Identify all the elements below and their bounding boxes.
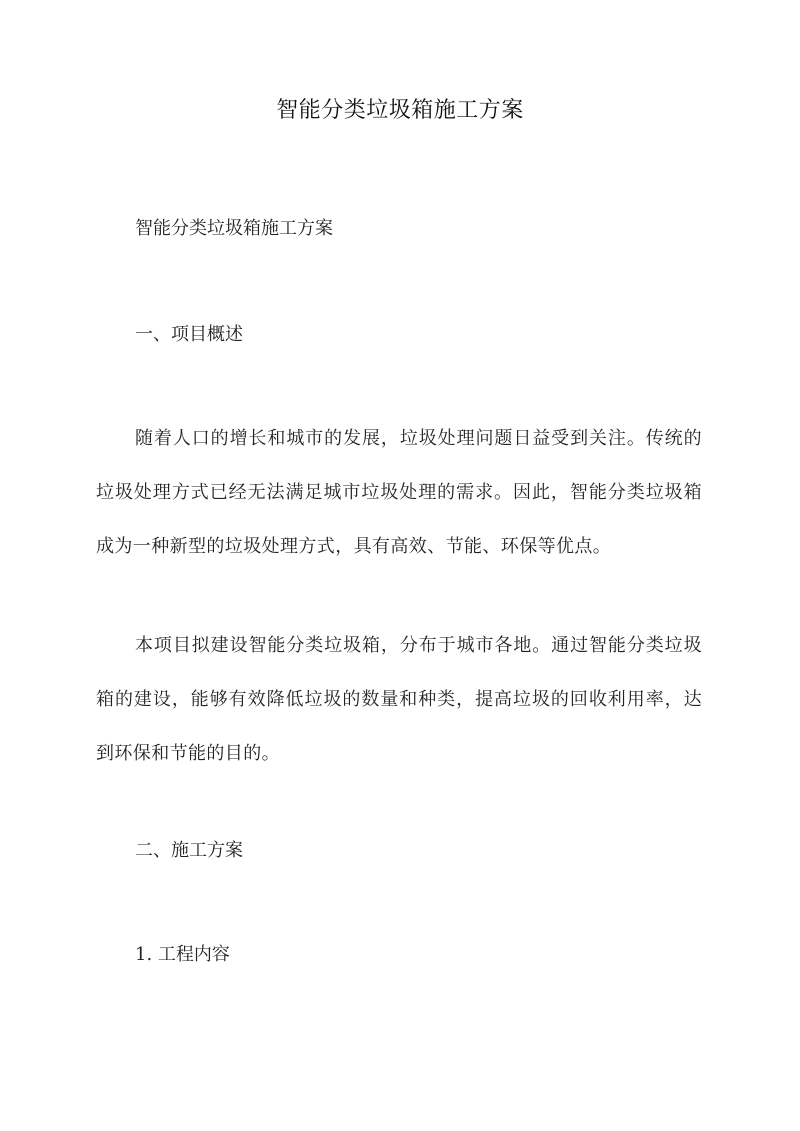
section-heading-construction: 二、施工方案 xyxy=(135,840,243,861)
overview-paragraph-2: 本项目拟建设智能分类垃圾箱，分布于城市各地。通过智能分类垃圾箱的建设，能够有效降低垃圾的数量和种类，提高垃圾的回收利用率，达到环保和节能的目的。 xyxy=(96,635,702,764)
section-heading-overview: 一、项目概述 xyxy=(135,324,243,345)
document-subtitle: 智能分类垃圾箱施工方案 xyxy=(135,218,333,239)
document-title: 智能分类垃圾箱施工方案 xyxy=(276,98,524,123)
subsection-heading-work-content: 1. 工程内容 xyxy=(135,944,230,965)
overview-paragraph-1: 随着人口的增长和城市的发展，垃圾处理问题日益受到关注。传统的垃圾处理方式已经无法满足城市垃圾处理的需求。因此，智能分类垃圾箱成为一种新型的垃圾处理方式，具有高效、节能、环保等优点。 xyxy=(96,428,702,557)
